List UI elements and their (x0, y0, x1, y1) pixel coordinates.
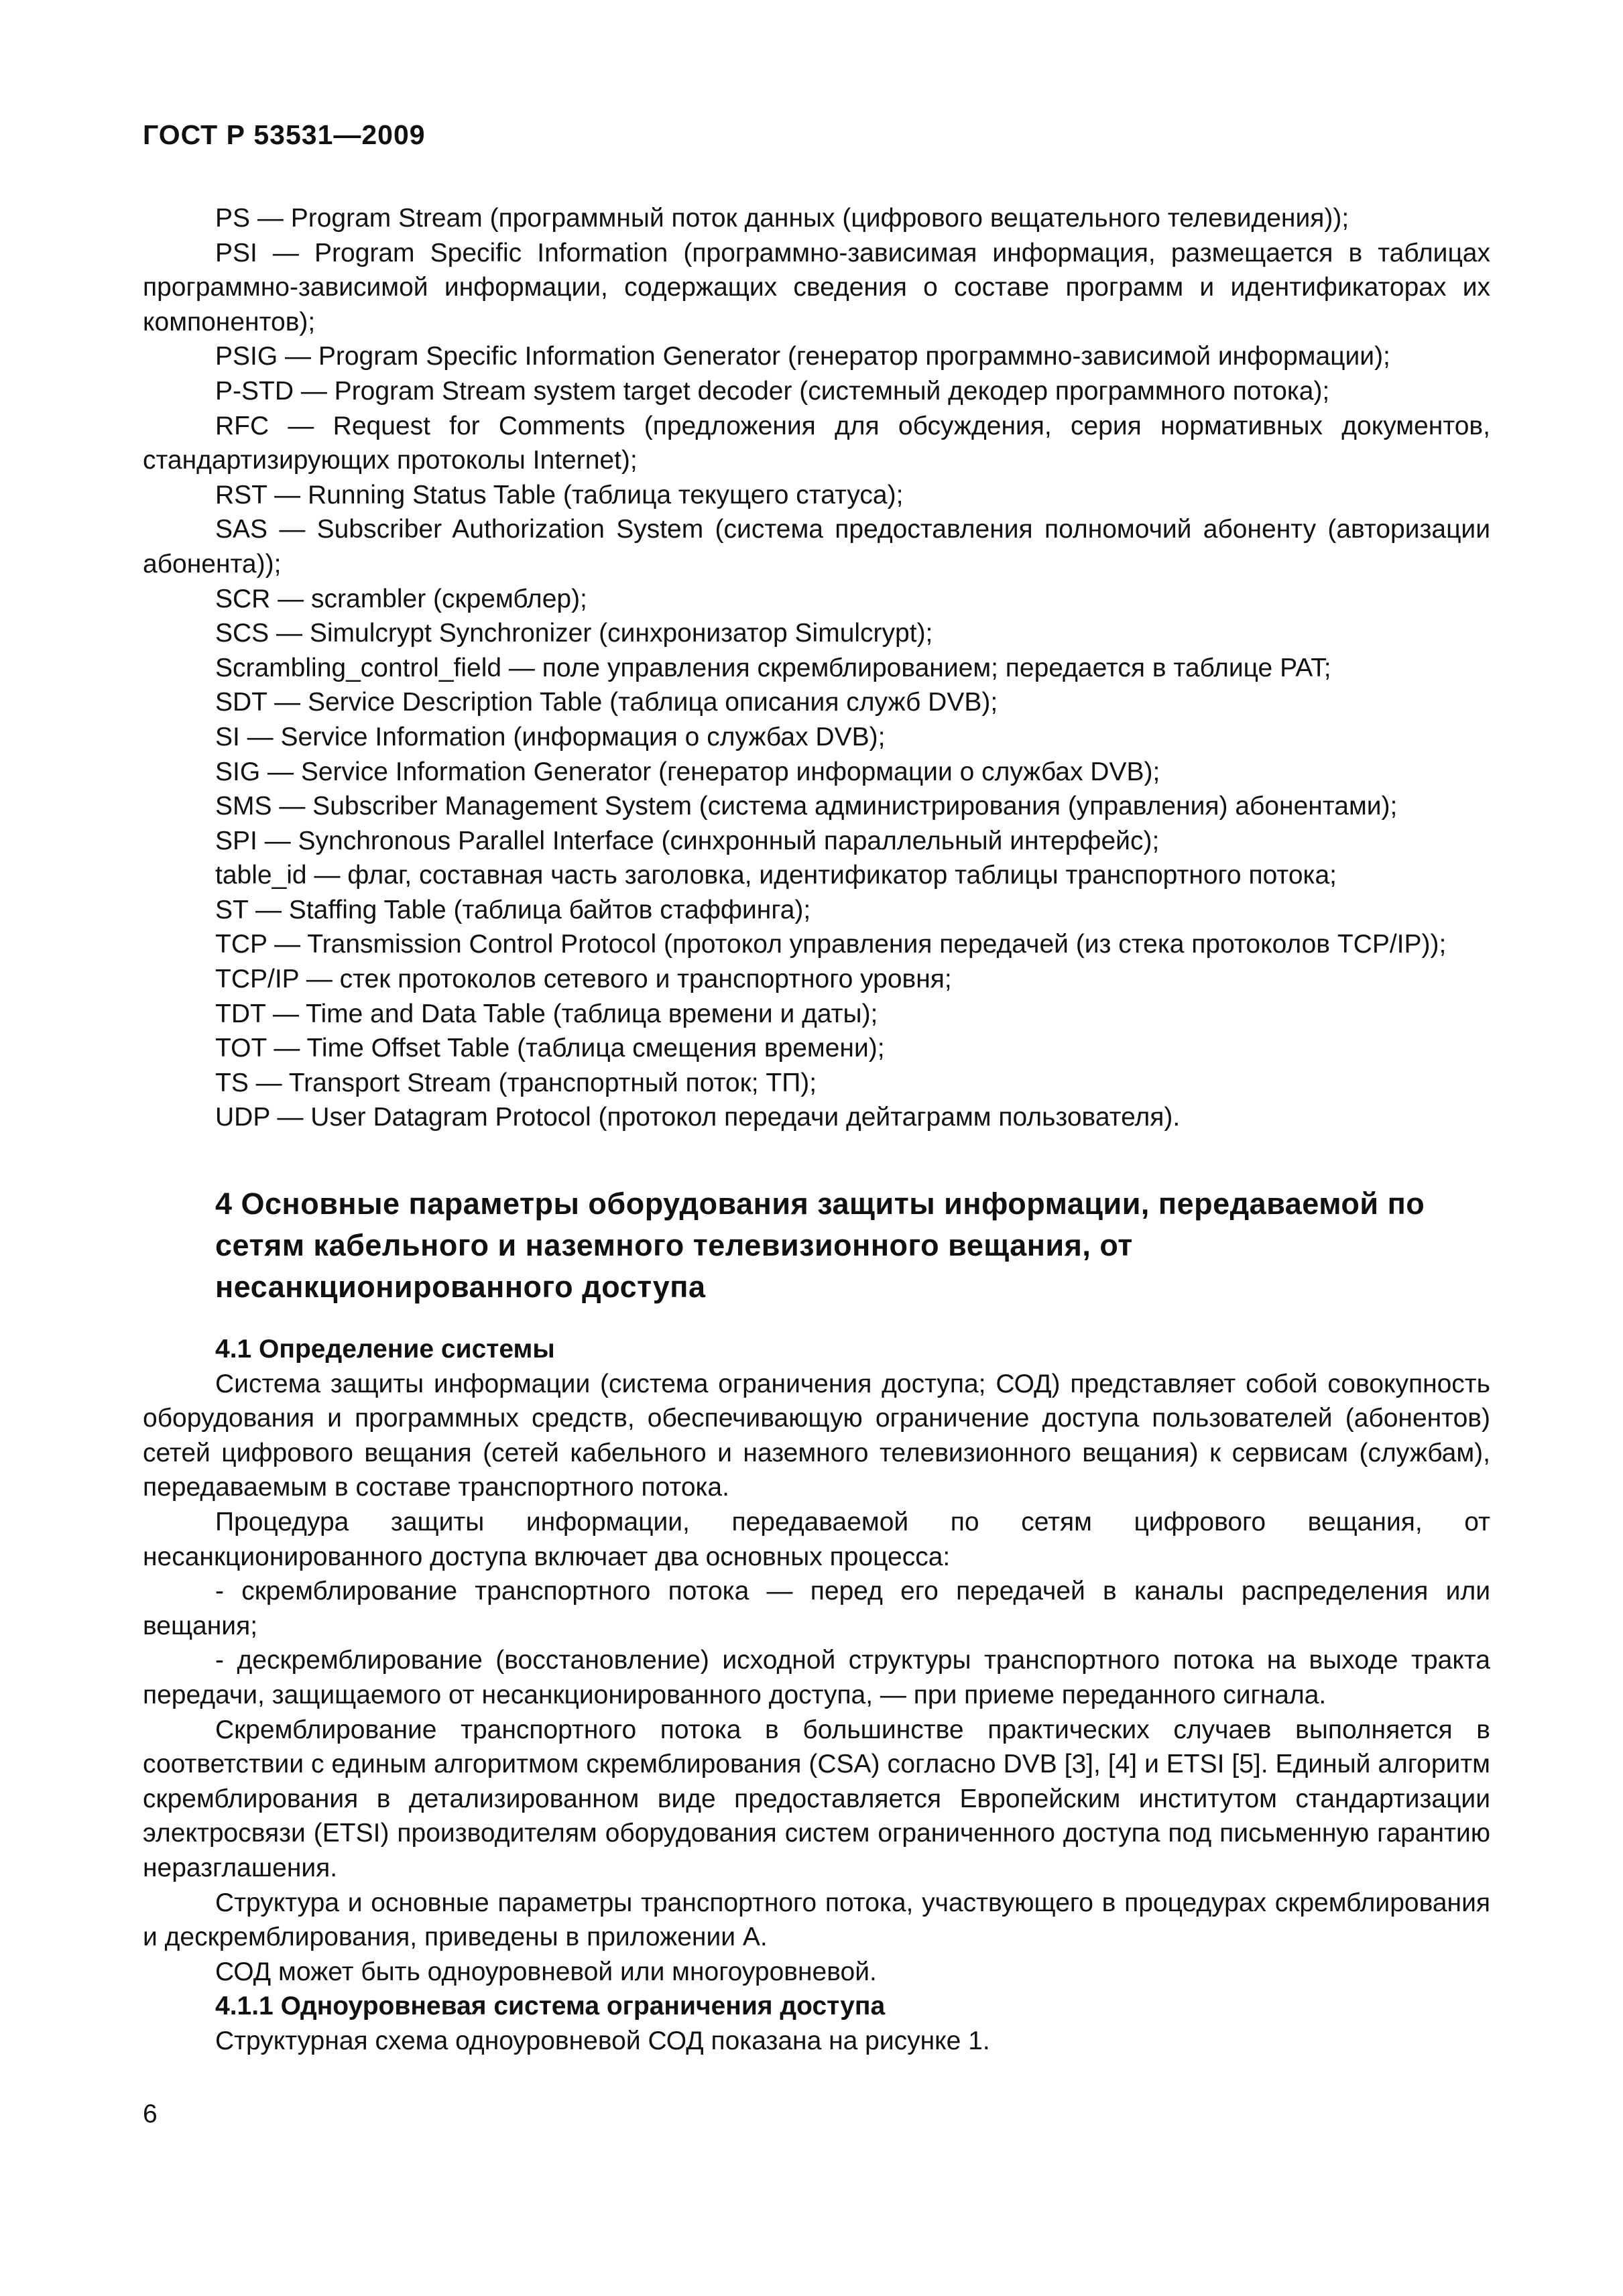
abbreviation-item: SI — Service Information (информация о службах DVB); (215, 722, 886, 751)
abbreviation-item: TDT — Time and Data Table (таблица времени и даты); (215, 999, 878, 1028)
abbreviation-item: SDT — Service Description Table (таблица описания служб DVB); (215, 688, 998, 717)
paragraph: Процедура защиты информации, передаваемой по сетям цифрового вещания, от несанкционированного доступа включает два основных процесса: (143, 1507, 1490, 1571)
paragraph: - скремблирование транспортного потока — перед его передачей в каналы распределения или вещания; (143, 1577, 1490, 1640)
abbreviation-item: table_id — флаг, составная часть заголовка, идентификатор таблицы транспортного потока; (215, 861, 1337, 890)
abbreviation-item: SCS — Simulcrypt Synchronizer (синхронизатор Simulcrypt); (215, 619, 933, 648)
section-heading: 4 Основные параметры оборудования защиты информации, передаваемой по сетям кабельного и наземного телевизионного вещания, от несанкционированного доступа (215, 1187, 1425, 1304)
abbreviation-item: SCR — scrambler (скремблер); (215, 584, 587, 613)
abbreviation-item: Scrambling_control_field — поле управления скремблированием; передается в таблице PAT; (215, 653, 1331, 682)
paragraph: Система защиты информации (система ограничения доступа; СОД) представляет собой совокупность оборудования и программных средств, обеспечивающую ограничение доступа пользователей (абонентов) сетей цифрового вещания (сетей кабельного и наземного телевизионного вещания) к сервисам (службам), передаваемым в составе транспортного потока. (143, 1369, 1490, 1502)
paragraph: Скремблирование транспортного потока в большинстве практических случаев выполняется в соответствии с единым алгоритмом скремблирования (CSA) согласно DVB [3], [4] и ETSI [5]. Единый алгоритм скремблирования в детализированном виде предоставляется Европейским институтом стандартизации электросвязи (ETSI) производителям оборудования систем ограниченного доступа под письменную гарантию неразглашения. (143, 1715, 1490, 1882)
abbreviation-item: UDP — User Datagram Protocol (протокол передачи дейтаграмм пользователя). (215, 1103, 1181, 1132)
document-header: ГОСТ Р 53531—2009 (143, 119, 426, 150)
abbreviation-item: RST — Running Status Table (таблица текущего статуса); (215, 480, 904, 509)
abbreviation-item: RFC — Request for Comments (предложения для обсуждения, серия нормативных документов, стандартизирующих протоколы Internet); (143, 411, 1490, 475)
abbreviation-item: TS — Transport Stream (транспортный поток; ТП); (215, 1068, 817, 1097)
abbreviation-item: TCP — Transmission Control Protocol (протокол управления передачей (из стека протоколов TCP/IP)); (215, 930, 1447, 959)
abbreviation-item: ST — Staffing Table (таблица байтов стаффинга); (215, 895, 811, 924)
page-number: 6 (143, 2100, 158, 2128)
paragraph: - дескремблирование (восстановление) исходной структуры транспортного потока на выходе тракта передачи, защищаемого от несанкционированного доступа, — при приеме переданного сигнала. (143, 1646, 1490, 1709)
paragraph: СОД может быть одноуровневой или многоуровневой. (215, 1957, 877, 1986)
abbreviation-item: P-STD — Program Stream system target decoder (системный декодер программного потока); (215, 376, 1330, 406)
abbreviation-item: SAS — Subscriber Authorization System (система предоставления полномочий абоненту (авторизации абонента)); (143, 515, 1490, 579)
abbreviation-item: SPI — Synchronous Parallel Interface (синхронный параллельный интерфейс); (215, 826, 1160, 855)
abbreviation-item: SIG — Service Information Generator (генератор информации о службах DVB); (215, 757, 1160, 786)
abbreviation-item: SMS — Subscriber Management System (система администрирования (управления) абонентами); (215, 792, 1398, 821)
abbreviation-list (143, 201, 1490, 1135)
abbreviation-item: PSIG — Program Specific Information Generator (генератор программно-зависимой информации); (215, 342, 1390, 371)
abbreviation-item: PS — Program Stream (программный поток данных (цифрового вещательного телевидения)); (215, 204, 1349, 233)
subsection-heading: 4.1.1 Одноуровневая система ограничения доступа (215, 1992, 886, 2021)
paragraph: Структура и основные параметры транспортного потока, участвующего в процедурах скремблирования и дескремблирования, приведены в приложении А. (143, 1888, 1490, 1952)
section-body (143, 1332, 1490, 2058)
abbreviation-item: TOT — Time Offset Table (таблица смещения времени); (215, 1034, 885, 1063)
paragraph: Структурная схема одноуровневой СОД показана на рисунке 1. (215, 2026, 990, 2055)
subsection-heading: 4.1 Определение системы (215, 1335, 555, 1364)
abbreviation-item: TCP/IP — стек протоколов сетевого и транспортного уровня; (215, 965, 952, 994)
abbreviation-item: PSI — Program Specific Information (программно-зависимая информация, размещается в таблицах программно-зависимой информации, содержащих сведения о составе программ и идентификаторах их компонентов); (143, 238, 1490, 337)
